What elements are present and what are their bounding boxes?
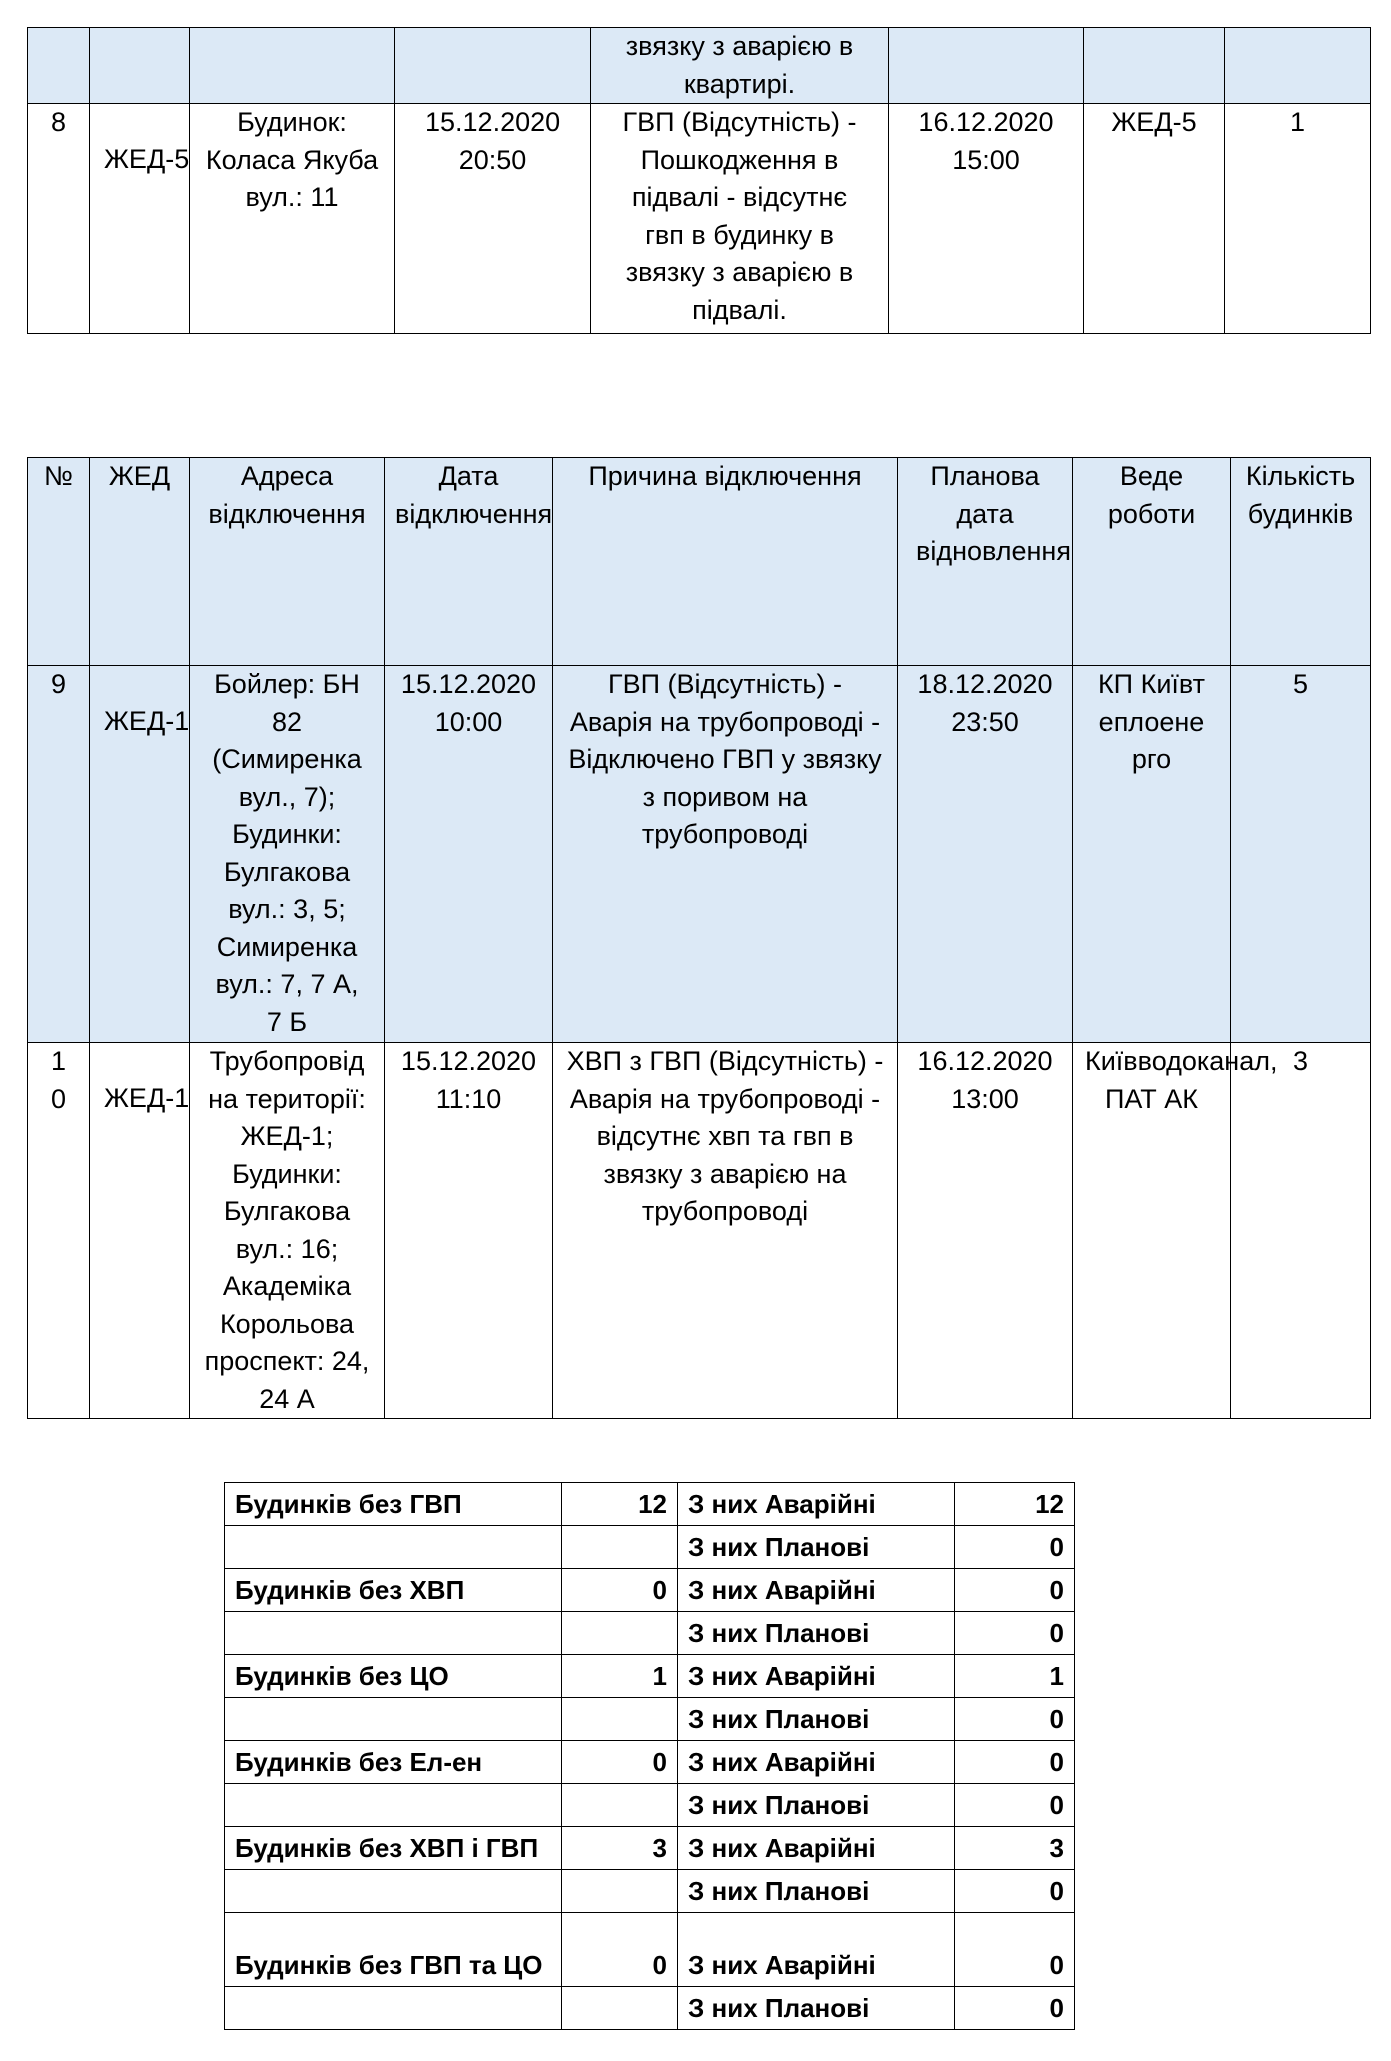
cell-count: 5 — [1231, 666, 1371, 1043]
table-row — [28, 104, 1371, 334]
summary-total: 1 — [562, 1655, 678, 1698]
table-row — [28, 666, 1371, 1043]
summary-emergency-value: 0 — [955, 1569, 1075, 1612]
summary-total: 0 — [562, 1741, 678, 1784]
summary-label-empty — [225, 1987, 562, 2030]
summary-label-empty — [225, 1612, 562, 1655]
cell-count: 1 — [1225, 104, 1371, 334]
summary-total-empty — [562, 1870, 678, 1913]
cell-address: Будинок: Коласа Якуба вул.: 11 — [190, 104, 395, 334]
header-count: Кількість будинків — [1231, 458, 1371, 666]
cell-date-restore: 18.12.2020 23:50 — [898, 666, 1073, 1043]
summary-total-empty — [562, 1987, 678, 2030]
summary-planned-value: 0 — [955, 1870, 1075, 1913]
table-row — [28, 1043, 1371, 1419]
summary-table — [224, 1482, 1075, 2030]
cell-zhed: ЖЕД-1 — [90, 1043, 190, 1419]
summary-emergency-label: З них Аварійні — [678, 1741, 955, 1784]
cell-date-off: 15.12.2020 10:00 — [385, 666, 553, 1043]
cell-count: 3 — [1231, 1043, 1371, 1419]
cell-reason: ГВП (Відсутність) - Аварія на трубопроводі - Відключено ГВП у звязку з поривом на трубопроводі — [553, 666, 898, 1043]
summary-emergency-value: 0 — [955, 1741, 1075, 1784]
summary-row — [225, 1784, 1075, 1827]
cell-empty — [889, 28, 1084, 104]
summary-total: 3 — [562, 1827, 678, 1870]
cell-zhed: ЖЕД-1 — [90, 666, 190, 1043]
summary-label: Будинків без ГВП — [225, 1483, 562, 1526]
summary-row — [225, 1569, 1075, 1612]
summary-total: 0 — [562, 1913, 678, 1987]
cell-works-by: Київводоканал, ПАТ АК — [1073, 1043, 1231, 1419]
summary-total-empty — [562, 1698, 678, 1741]
table-row-continued — [28, 28, 1371, 104]
header-date-off: Дата відключення — [385, 458, 553, 666]
summary-total-empty — [562, 1526, 678, 1569]
header-date-restore: Планова дата відновлення — [898, 458, 1073, 666]
cell-num: 9 — [28, 666, 90, 1043]
summary-row — [225, 1913, 1075, 1987]
summary-planned-value: 0 — [955, 1612, 1075, 1655]
summary-row — [225, 1612, 1075, 1655]
cell-empty — [1084, 28, 1225, 104]
summary-total-empty — [562, 1784, 678, 1827]
summary-row — [225, 1655, 1075, 1698]
summary-emergency-label: З них Аварійні — [678, 1655, 955, 1698]
cell-date-restore: 16.12.2020 15:00 — [889, 104, 1084, 334]
header-num: № — [28, 458, 90, 666]
cell-reason: ГВП (Відсутність) - Пошкодження в підвалі - відсутнє гвп в будинку в звязку з аварією в підвалі. — [591, 104, 889, 334]
cell-address: Бойлер: БН 82 (Симиренка вул., 7); Будинки: Булгакова вул.: 3, 5; Симиренка вул.: 7, 7 А, 7 Б — [190, 666, 385, 1043]
summary-emergency-value: 3 — [955, 1827, 1075, 1870]
summary-label: Будинків без ХВП і ГВП — [225, 1827, 562, 1870]
summary-row — [225, 1741, 1075, 1784]
cell-num: 8 — [28, 104, 90, 334]
cell-reason: ХВП з ГВП (Відсутність) - Аварія на трубопроводі - відсутнє хвп та гвп в звязку з аварією на трубопроводі — [553, 1043, 898, 1419]
cell-date-off: 15.12.2020 11:10 — [385, 1043, 553, 1419]
cell-empty — [28, 28, 90, 104]
summary-planned-value: 0 — [955, 1987, 1075, 2030]
summary-planned-label: З них Планові — [678, 1526, 955, 1569]
summary-label: Будинків без ГВП та ЦО — [225, 1913, 562, 1987]
summary-total: 12 — [562, 1483, 678, 1526]
outage-table-continued — [27, 27, 1371, 334]
summary-emergency-label: З них Аварійні — [678, 1569, 955, 1612]
cell-empty — [90, 28, 190, 104]
cell-works-by: КП Київтеплоенерго — [1073, 666, 1231, 1043]
summary-label-empty — [225, 1698, 562, 1741]
summary-label: Будинків без Ел-ен — [225, 1741, 562, 1784]
summary-emergency-value: 1 — [955, 1655, 1075, 1698]
summary-row — [225, 1698, 1075, 1741]
summary-label: Будинків без ЦО — [225, 1655, 562, 1698]
summary-emergency-label: З них Аварійні — [678, 1483, 955, 1526]
cell-empty — [190, 28, 395, 104]
cell-date-restore: 16.12.2020 13:00 — [898, 1043, 1073, 1419]
header-address: Адреса відключення — [190, 458, 385, 666]
cell-address: Трубопровід на території: ЖЕД-1; Будинки: Булгакова вул.: 16; Академіка Корольова проспект: 24, 24 А — [190, 1043, 385, 1419]
summary-label-empty — [225, 1870, 562, 1913]
cell-zhed: ЖЕД-5 — [90, 104, 190, 334]
summary-planned-label: З них Планові — [678, 1870, 955, 1913]
summary-planned-label: З них Планові — [678, 1987, 955, 2030]
summary-planned-label: З них Планові — [678, 1698, 955, 1741]
cell-empty — [395, 28, 591, 104]
summary-emergency-value: 0 — [955, 1913, 1075, 1987]
summary-total-empty — [562, 1612, 678, 1655]
summary-planned-value: 0 — [955, 1784, 1075, 1827]
header-works-by: Веде роботи — [1073, 458, 1231, 666]
summary-row — [225, 1870, 1075, 1913]
summary-row — [225, 1483, 1075, 1526]
summary-label-empty — [225, 1784, 562, 1827]
summary-emergency-label: З них Аварійні — [678, 1827, 955, 1870]
cell-reason: звязку з аварією в квартирі. — [591, 28, 889, 104]
cell-empty — [1225, 28, 1371, 104]
cell-works-by: ЖЕД-5 — [1084, 104, 1225, 334]
header-reason: Причина відключення — [553, 458, 898, 666]
summary-planned-label: З них Планові — [678, 1784, 955, 1827]
summary-planned-value: 0 — [955, 1526, 1075, 1569]
table-header-row — [28, 458, 1371, 666]
summary-row — [225, 1827, 1075, 1870]
summary-emergency-value: 12 — [955, 1483, 1075, 1526]
cell-num: 10 — [28, 1043, 90, 1419]
outage-table — [27, 457, 1371, 1419]
summary-label-empty — [225, 1526, 562, 1569]
summary-row — [225, 1526, 1075, 1569]
cell-date-off: 15.12.2020 20:50 — [395, 104, 591, 334]
header-zhed: ЖЕД — [90, 458, 190, 666]
summary-planned-value: 0 — [955, 1698, 1075, 1741]
summary-emergency-label: З них Аварійні — [678, 1913, 955, 1987]
summary-row — [225, 1987, 1075, 2030]
summary-planned-label: З них Планові — [678, 1612, 955, 1655]
summary-label: Будинків без ХВП — [225, 1569, 562, 1612]
summary-total: 0 — [562, 1569, 678, 1612]
